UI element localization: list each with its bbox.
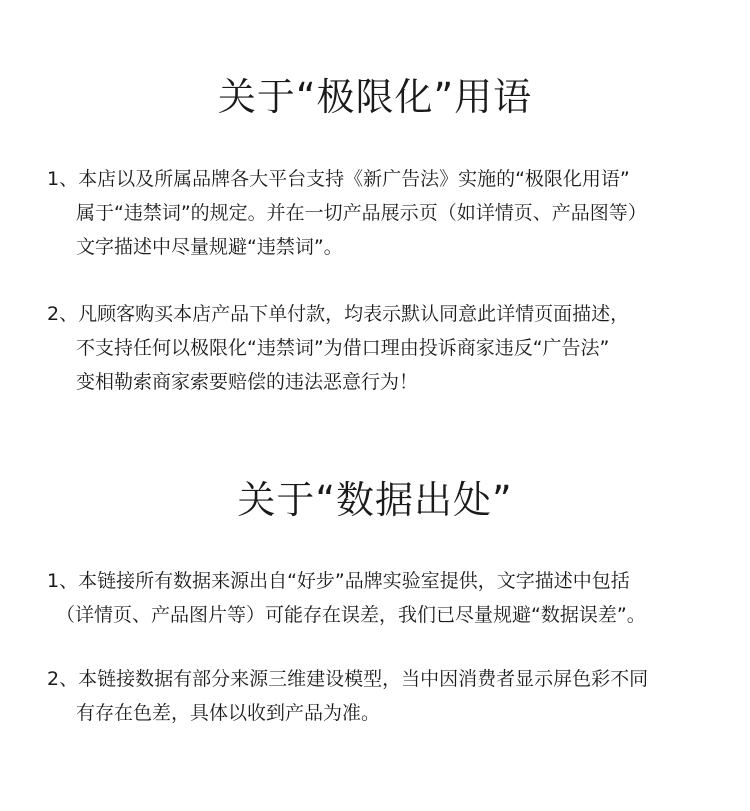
paragraph-extreme-terms-1: [0, 162, 750, 264]
paragraph-line: 文字描述中尽量规避“违禁词”。: [76, 236, 343, 258]
paragraph-line: 1、本链接所有数据来源出自“好步”品牌实验室提供，文字描述中包括: [47, 570, 630, 592]
paragraph-line: 2、本链接数据有部分来源三维建设模型，当中因消费者显示屏色彩不同: [47, 668, 649, 690]
paragraph-line: 2、凡顾客购买本店产品下单付款，均表示默认同意此详情页面描述，: [47, 303, 630, 325]
paragraph-line: 有存在色差，具体以收到产品为准。: [76, 702, 381, 724]
paragraph-line: 属于“违禁词”的规定。并在一切产品展示页（如详情页、产品图等）: [76, 202, 647, 224]
paragraph-line: 变相勒索商家索要赔偿的违法恶意行为！: [76, 371, 419, 393]
paragraph-line: 不支持任何以极限化“违禁词”为借口理由投诉商家违反“广告法”: [76, 337, 610, 359]
section-title-data-source: 关于“数据出处”: [237, 478, 513, 522]
paragraph-line: 1、本店以及所属品牌各大平台支持《新广告法》实施的“极限化用语”: [47, 168, 630, 190]
paragraph-data-source-1: [0, 564, 750, 632]
paragraph-line: （详情页、产品图片等）可能存在误差，我们已尽量规避“数据误差”。: [56, 604, 646, 626]
section-title-extreme-terms: 关于“极限化”用语: [217, 75, 533, 119]
paragraph-extreme-terms-2: [0, 297, 750, 399]
paragraph-data-source-2: [0, 662, 750, 730]
